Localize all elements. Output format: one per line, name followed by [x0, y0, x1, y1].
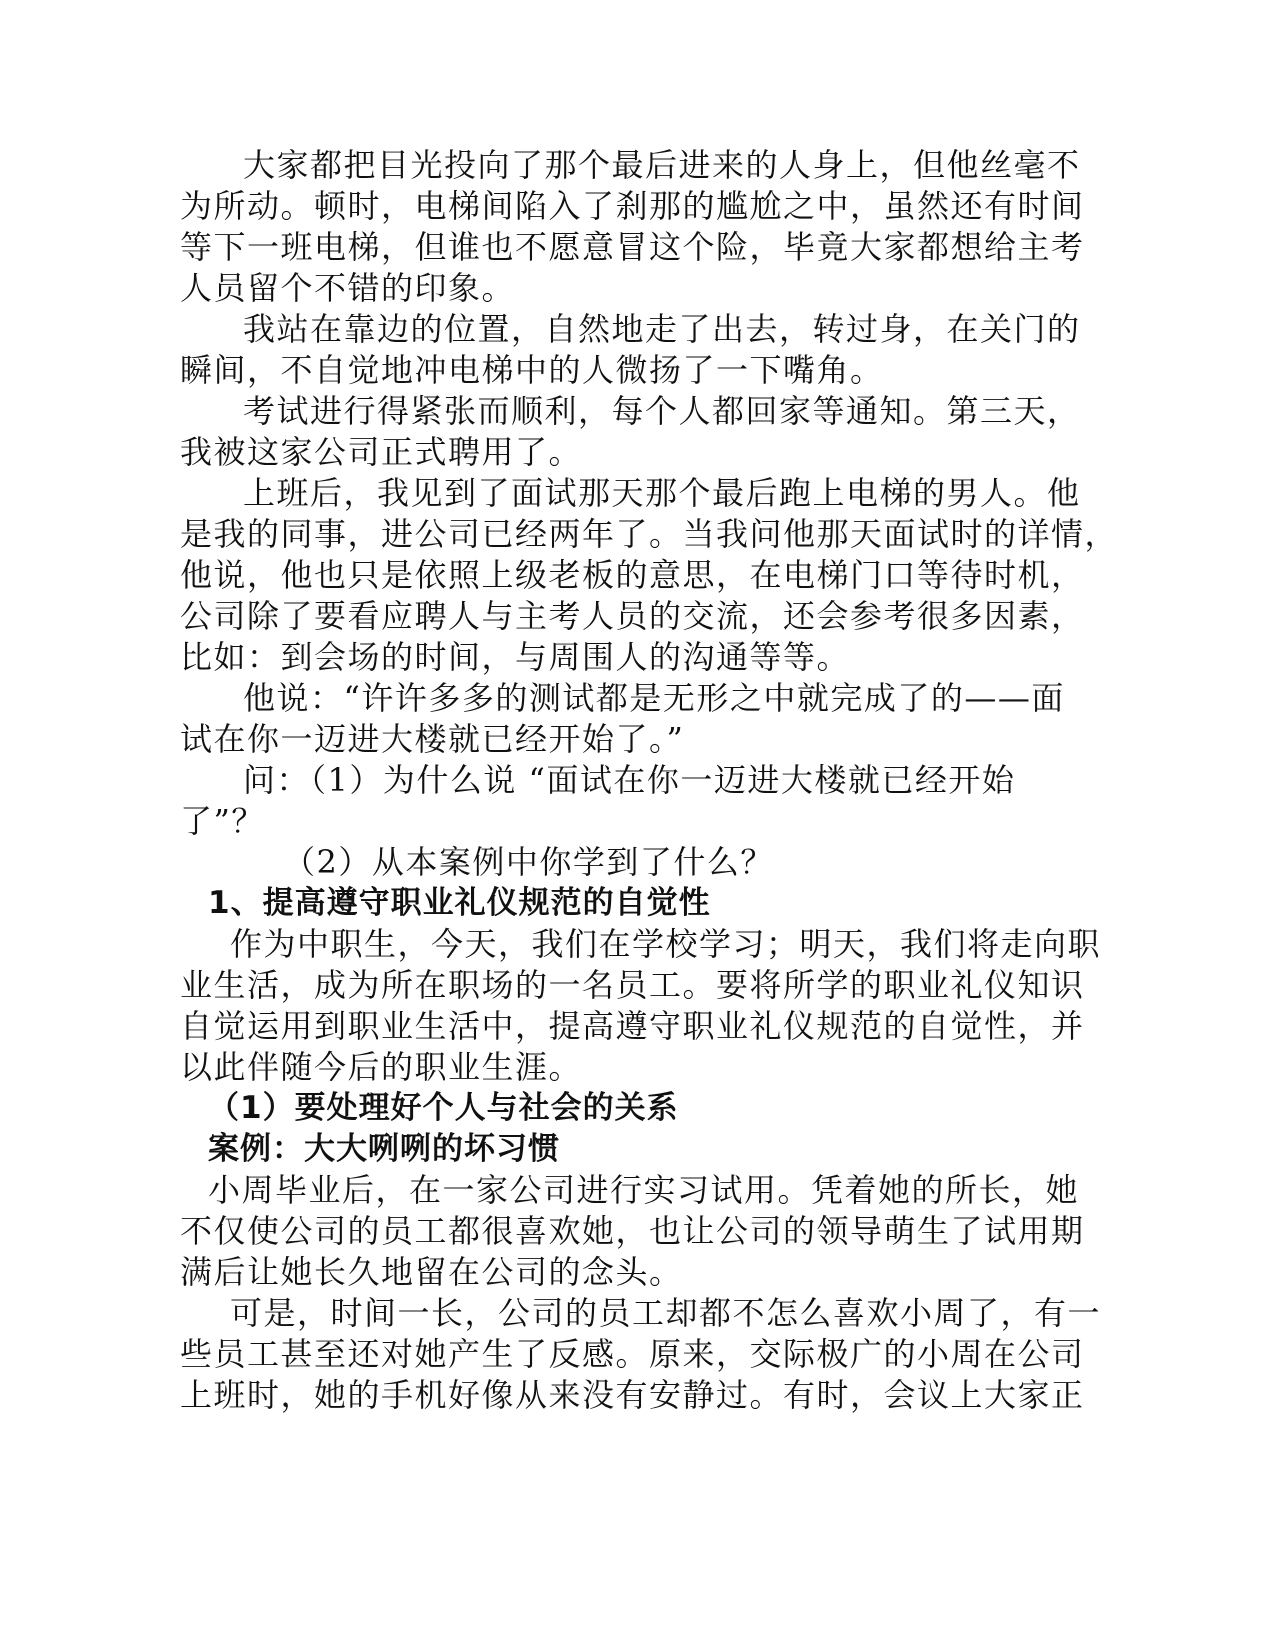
- text-line-9: 上班后，我见到了面试那天那个最后跑上电梯的男人。他: [243, 474, 1081, 512]
- text-line-15: 试在你一迈进大楼就已经开始了。”: [180, 720, 685, 758]
- text-line-28: 满后让她长久地留在公司的念头。: [180, 1253, 683, 1291]
- text-line-29: 可是，时间一长，公司的员工却都不怎么喜欢小周了，有一: [230, 1294, 1102, 1332]
- text-line-30: 些员工甚至还对她产生了反感。原来，交际极广的小周在公司: [180, 1335, 1085, 1373]
- text-line-16: 问：（1）为什么说 “面试在你一迈进大楼就已经开始: [243, 761, 1016, 799]
- text-line-13: 比如：到会场的时间，与周围人的沟通等等。: [180, 638, 851, 676]
- text-line-17: 了”？: [180, 802, 265, 840]
- text-line-31: 上班时，她的手机好像从来没有安静过。有时，会议上大家正: [180, 1376, 1085, 1414]
- text-line-20: 作为中职生，今天，我们在学校学习；明天，我们将走向职: [230, 925, 1102, 963]
- text-line-26: 小周毕业后，在一家公司进行实习试用。凭着她的所长，她: [208, 1171, 1080, 1209]
- text-line-10: 是我的同事，进公司已经两年了。当我问他那天面试时的详情，: [180, 515, 1119, 553]
- text-line-12: 公司除了要看应聘人与主考人员的交流，还会参考很多因素，: [180, 597, 1085, 635]
- text-line-18: （2）从本案例中你学到了什么？: [283, 843, 774, 881]
- text-line-21: 业生活，成为所在职场的一名员工。要将所学的职业礼仪知识: [180, 966, 1085, 1004]
- text-line-23: 以此伴随今后的职业生涯。: [180, 1048, 583, 1086]
- case-heading: 案例：大大咧咧的坏习惯: [208, 1131, 560, 1167]
- text-line-3: 等下一班电梯，但谁也不愿意冒这个险，毕竟大家都想给主考: [180, 228, 1085, 266]
- text-line-27: 不仅使公司的员工都很喜欢她，也让公司的领导萌生了试用期: [180, 1212, 1085, 1250]
- text-line-22: 自觉运用到职业生活中，提高遵守职业礼仪规范的自觉性，并: [180, 1007, 1085, 1045]
- text-line-6: 瞬间，不自觉地冲电梯中的人微扬了一下嘴角。: [180, 351, 884, 389]
- text-line-11: 他说，他也只是依照上级老板的意思，在电梯门口等待时机，: [180, 556, 1085, 594]
- text-line-4: 人员留个不错的印象。: [180, 269, 516, 307]
- text-line-5: 我站在靠边的位置，自然地走了出去，转过身，在关门的: [243, 310, 1081, 348]
- text-line-1: 大家都把目光投向了那个最后进来的人身上，但他丝毫不: [243, 146, 1081, 184]
- text-line-8: 我被这家公司正式聘用了。: [180, 433, 583, 471]
- text-line-14: 他说：“许许多多的测试都是无形之中就完成了的——面: [243, 679, 1065, 717]
- text-line-2: 为所动。顿时，电梯间陷入了刹那的尴尬之中，虽然还有时间: [180, 187, 1085, 225]
- subsection-heading: （1）要处理好个人与社会的关系: [208, 1090, 679, 1126]
- section-heading-1: 1、提高遵守职业礼仪规范的自觉性: [208, 885, 711, 921]
- text-line-7: 考试进行得紧张而顺利，每个人都回家等通知。第三天，: [243, 392, 1081, 430]
